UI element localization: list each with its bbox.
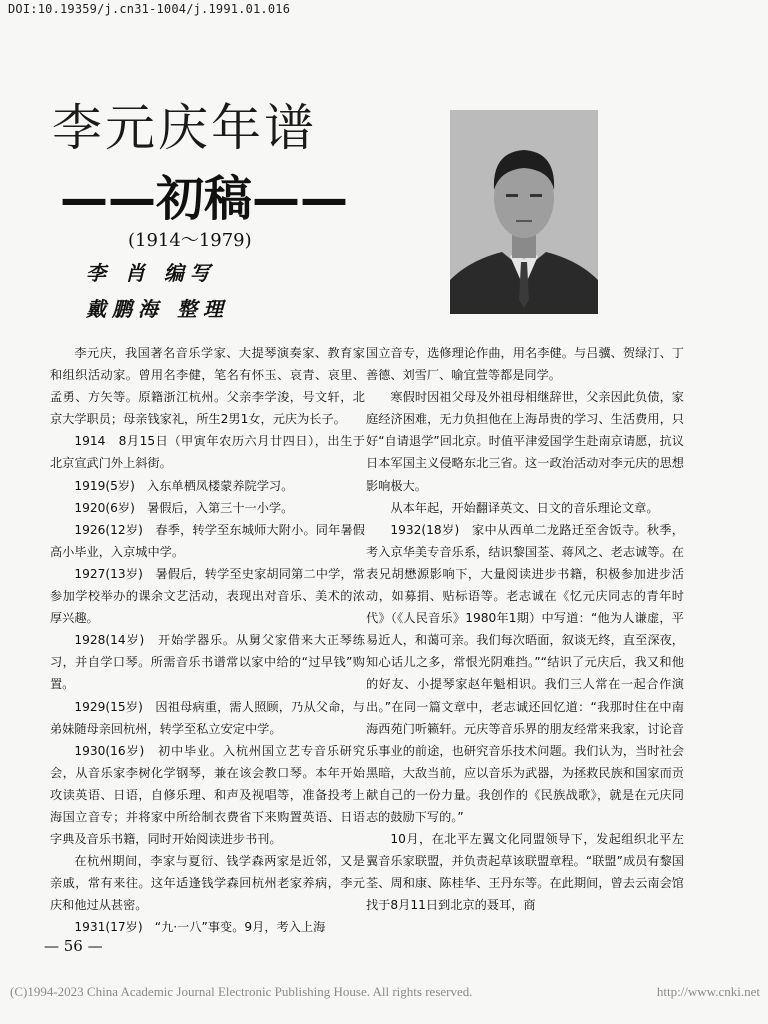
paragraph: 1919(5岁) 入东单栖凤楼蒙养院学习。 bbox=[74, 478, 294, 493]
article-title: 李元庆年谱 bbox=[52, 99, 317, 157]
paragraph: 1931(17岁) “九·一八”事变。9月，考入上海 bbox=[74, 920, 326, 935]
paragraph: 在杭州期间，李家与夏衍、钱学森两家是近邻，又是亲戚，常有来往。这年适逢钱学森回杭州老家养病，李元庆和他过从甚密。 bbox=[50, 854, 365, 913]
paragraph: 1920(6岁) 暑假后，入第三十一小学。 bbox=[74, 500, 294, 515]
paragraph: 1930(16岁) 初中毕业。入杭州国立艺专音乐研究会，从音乐家李树化学钢琴，兼在该会教口琴。本年开始攻读英语、日语，自修乐理、和声及视唱等，准备投考上海国立音专；并将家中所给制衣费省下来购置英语、日语字典及音乐书籍，同时开始阅读进步书刊。 bbox=[50, 743, 365, 847]
paragraph: 从本年起，开始翻译英文、日文的音乐理论文章。 bbox=[390, 500, 659, 515]
editor-line: 戴鹏海 整理 bbox=[86, 297, 229, 321]
article-subtitle: ——初稿—— bbox=[60, 171, 349, 227]
paragraph: 1932(18岁) 家中从西单二龙路迁至舍饭寺。秋季，考入京华美专音乐系，结识黎国荃、蒋风之、老志诚等。在表兄胡懋源影响下，大量阅读进步书籍，积极参加进步活动，如募捐、贴标语等。老志诚在《忆元庆同志的青年时代》（《人民音乐》1980年1期）中写道：“他为人谦虚，平易近人，和蔼可亲。我们每次晤面，叙谈无终，直至深夜，知心话儿之多，常恨光阴难挡。”“结识了元庆后，我又和他的好友、小提琴家赵年魁相识。我们三人常在一起合作演出。”在同一篇文章中，老志诚还回忆道：“我那时住在中南海西苑门听籁轩。元庆等音乐界的朋友经常来我家，讨论音乐事业的前途，也研究音乐技术问题。我们认为，当时社会黑暗，大敌当前，应以音乐为武器，为拯救民族和国家而贡献自己的一份力量。我创作的《民族战歌》，就是在元庆同志的鼓励下写的。” bbox=[366, 522, 684, 824]
paragraph: 李元庆，我国著名音乐学家、大提琴演奏家、教育家和组织活动家。曾用名李健，笔名有怀玉、哀青、哀里、孟勇、方矢等。原籍浙江杭州。父亲李学浚，号文轩，北京大学职员；母亲钱家礼，所生2男1女，元庆为长子。 bbox=[50, 346, 365, 427]
copyright-text: (C)1994-2023 China Academic Journal Electronic Publishing House. All rights reserved. bbox=[10, 984, 473, 999]
copyright-footer bbox=[10, 984, 760, 1000]
portrait-photo bbox=[450, 110, 598, 314]
article-years: (1914～1979) bbox=[128, 230, 252, 251]
paragraph: 1926(12岁) 春季，转学至东城师大附小。同年暑假高小毕业，入京城中学。 bbox=[50, 522, 365, 559]
paragraph: 国立音专，选修理论作曲，用名李健。与吕骥、贺绿汀、丁善德、刘雪厂、喻宜萱等都是同学。 bbox=[366, 346, 684, 383]
author-line: 李 肖 编写 bbox=[86, 261, 216, 285]
page-number: — 56 — bbox=[44, 937, 103, 955]
paragraph: 1929(15岁) 因祖母病重，需人照顾，乃从父命，与弟妹随母亲回杭州，转学至私立安定中学。 bbox=[50, 699, 365, 736]
paragraph: 10月，在北平左翼文化同盟领导下，发起组织北平左翼音乐家联盟，并负责起草该联盟章程。“联盟”成员有黎国荃、周和康、陈桂华、王丹东等。在此期间，曾去云南会馆找于8月11日到北京的聂耳，商 bbox=[366, 832, 684, 913]
paragraph: 1928(14岁) 开始学器乐。从舅父家借来大正琴练习，并自学口琴。所需音乐书谱常以家中给的“过早钱”购置。 bbox=[50, 633, 365, 692]
cnki-link[interactable]: http://www.cnki.net bbox=[656, 984, 760, 999]
left-text-column bbox=[50, 342, 365, 939]
paragraph: 寒假时因祖父母及外祖母相继辞世，父亲因此负债，家庭经济困难，无力负担他在上海昂贵的学习、生活费用，只好“自请退学”回北京。时值平津爱国学生赴南京请愿，抗议日本军国主义侵略东北三省。这一政治活动对李元庆的思想影响极大。 bbox=[366, 390, 684, 493]
paragraph: 1914 8月15日（甲寅年农历六月廿四日），出生于北京宣武门外上斜街。 bbox=[50, 434, 365, 471]
right-text-column bbox=[366, 342, 684, 916]
paragraph: 1927(13岁) 暑假后，转学至史家胡同第二中学，常参加学校举办的课余文艺活动，表现出对音乐、美术的浓厚兴趣。 bbox=[50, 566, 365, 626]
doi-header: DOI:10.19359/j.cn31-1004/j.1991.01.016 bbox=[8, 2, 291, 16]
